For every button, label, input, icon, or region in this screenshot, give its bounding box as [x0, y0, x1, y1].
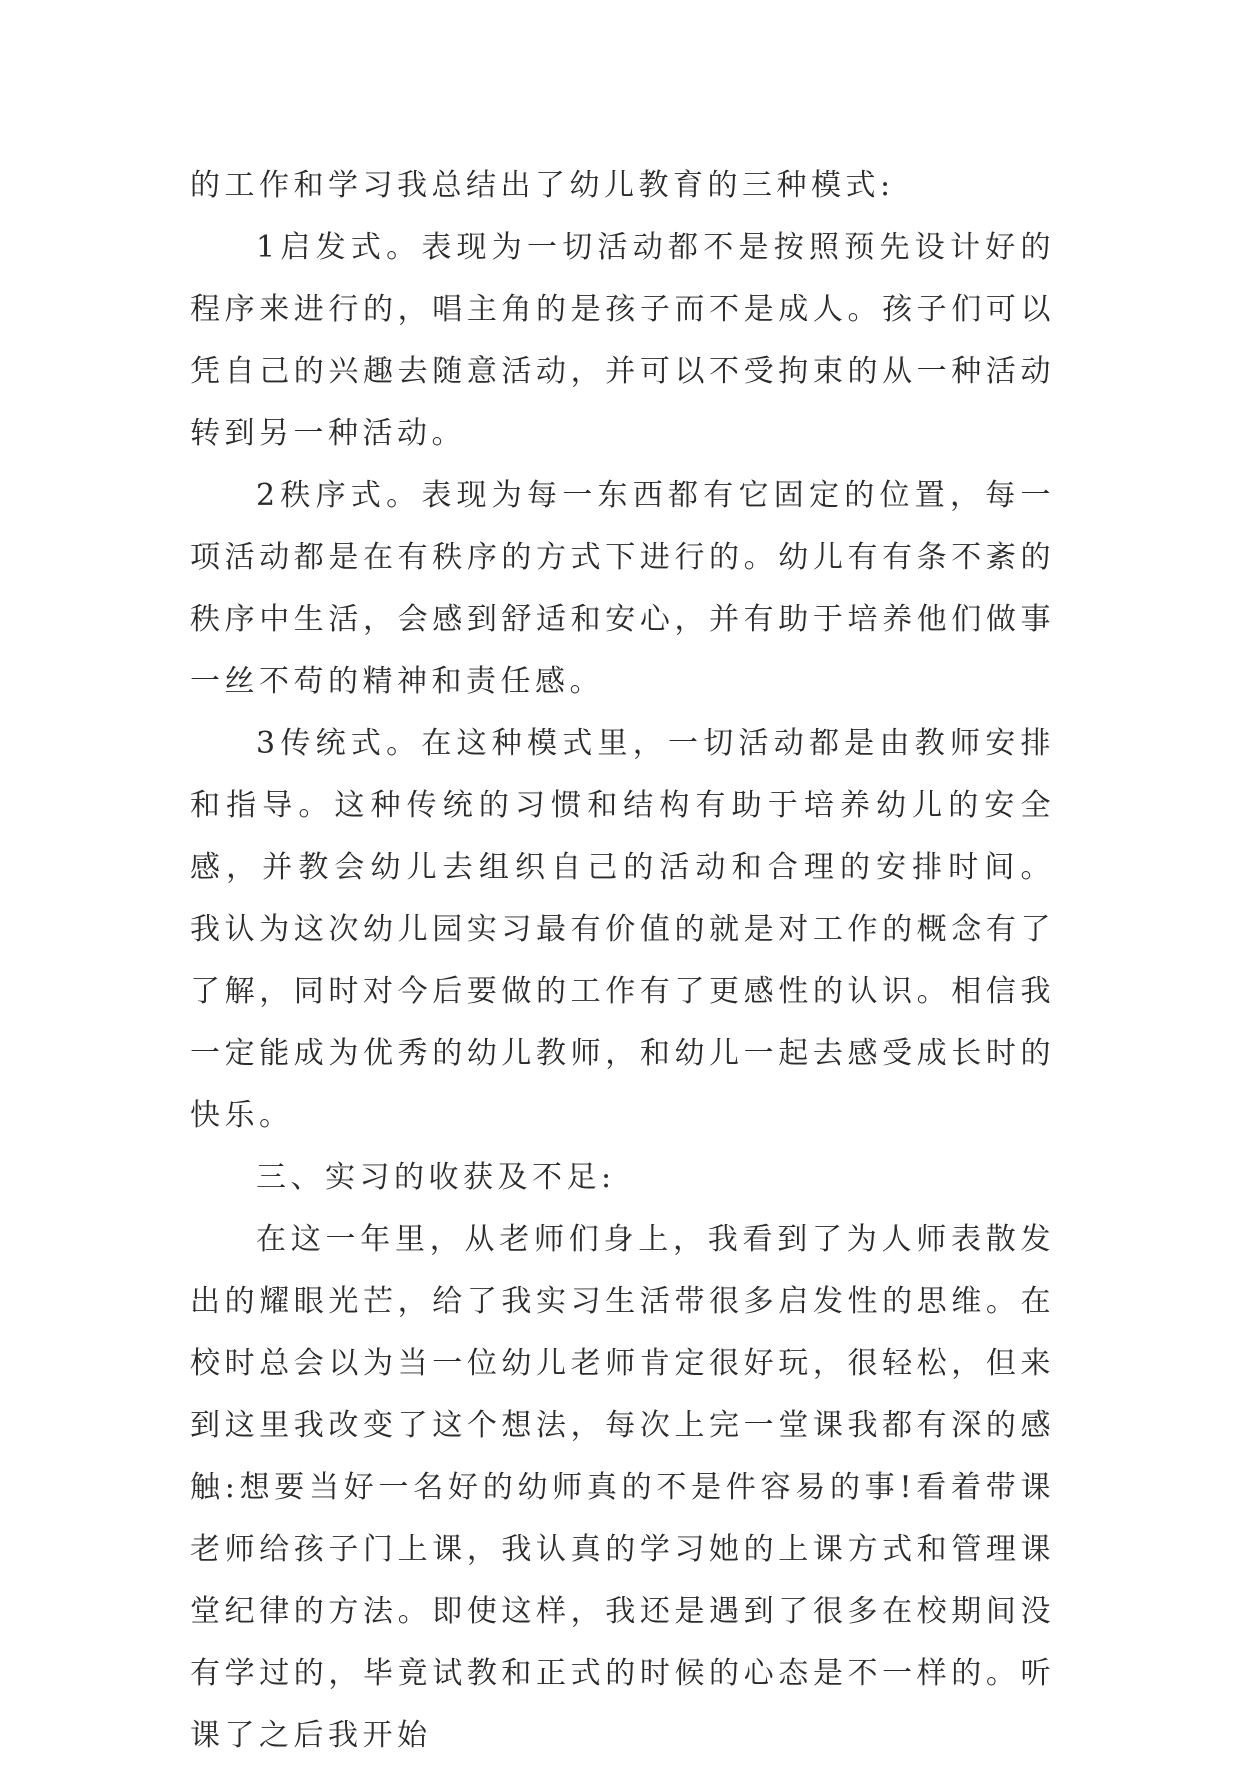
paragraph-heuristic-mode: 1启发式。表现为一切活动都不是按照预先设计好的程序来进行的，唱主角的是孩子而不是成人。孩子们可以凭自己的兴趣去随意活动，并可以不受拘束的从一种活动转到另一种活动。	[190, 230, 1055, 451]
section-heading-gains: 三、实习的收获及不足:	[256, 1160, 616, 1195]
paragraph-gains: 在这一年里，从老师们身上，我看到了为人师表散发出的耀眼光芒，给了我实习生活带很多启发性的思维。在校时总会以为当一位幼儿老师肯定很好玩，很轻松，但来到这里我改变了这个想法，每次上完一堂课我都有深的感触:想要当好一名好的幼师真的不是件容易的事!看着带课老师给孩子门上课，我认真的学习她的上课方式和管理课堂纪律的方法。即使这样，我还是遇到了很多在校期间没有学过的，毕竟试教和正式的时候的心态是不一样的。听课了之后我开始	[190, 1222, 1055, 1753]
paragraph-order-mode: 2秩序式。表现为每一东西都有它固定的位置，每一项活动都是在有秩序的方式下进行的。幼儿有有条不紊的秩序中生活，会感到舒适和安心，并有助于培养他们做事一丝不苟的精神和责任感。	[190, 478, 1055, 699]
paragraph-intro-continuation: 的工作和学习我总结出了幼儿教育的三种模式:	[190, 168, 895, 203]
document-body	[190, 155, 1055, 1767]
paragraph-traditional-mode: 3传统式。在这种模式里，一切活动都是由教师安排和指导。这种传统的习惯和结构有助于培养幼儿的安全感，并教会幼儿去组织自己的活动和合理的安排时间。 我认为这次幼儿园实习最有价值的就是对工作的概念有了了解，同时对今后要做的工作有了更感性的认识。相信我一定能成为优秀的幼儿教师，和幼儿一起去感受成长时的快乐。	[190, 726, 1055, 1133]
